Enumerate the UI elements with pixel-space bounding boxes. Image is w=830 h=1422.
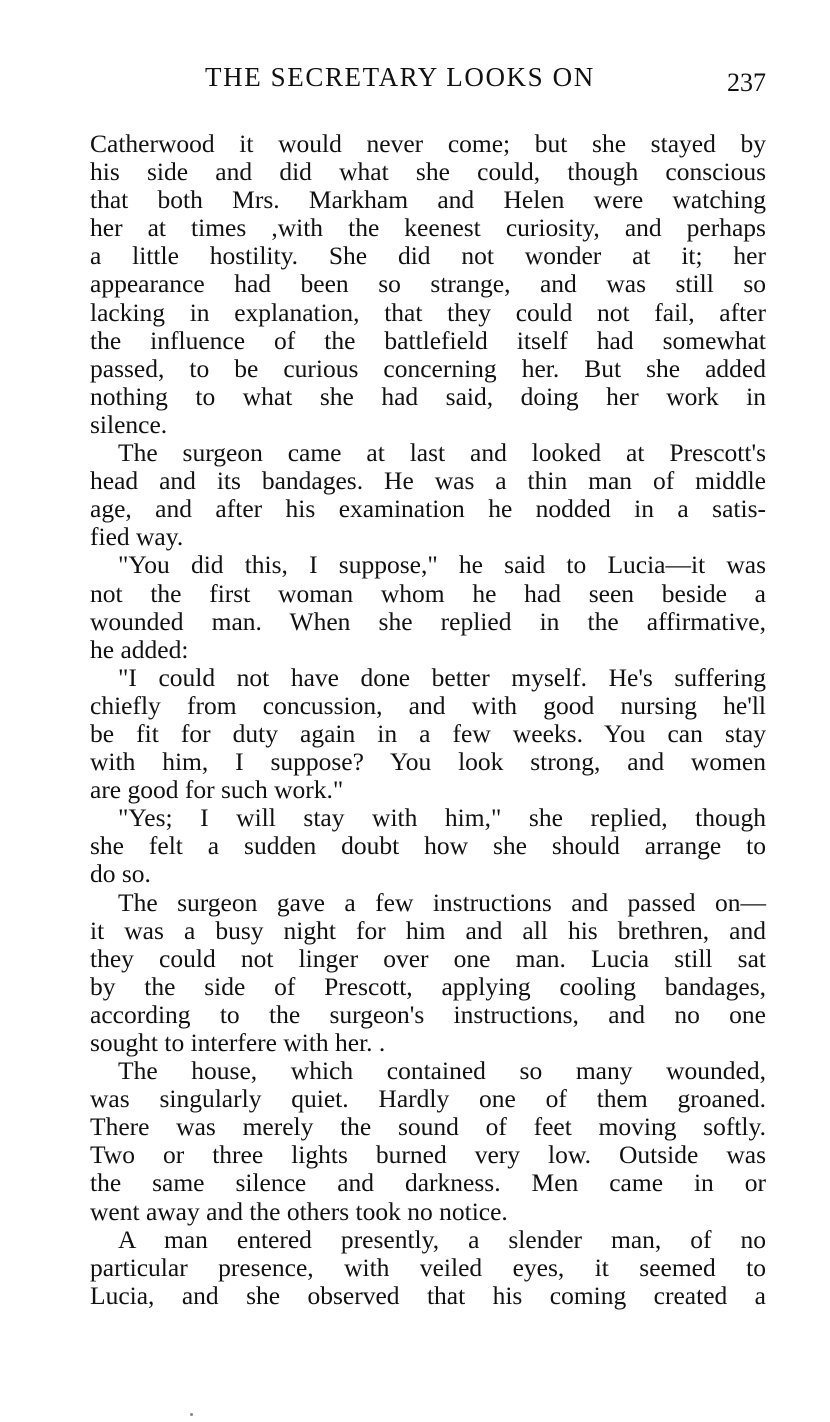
text-line: chiefly from concussion, and with good nursing he'll: [90, 690, 766, 720]
text-line: lacking in explanation, that they could not fail, after: [90, 297, 766, 327]
text-line: Two or three lights burned very low. Outside was: [90, 1140, 766, 1170]
text-line: The house, which contained so many wounded,: [118, 1056, 766, 1086]
text-line: nothing to what she had said, doing her work in: [90, 381, 766, 411]
text-line: There was merely the sound of feet moving softly.: [90, 1112, 766, 1142]
text-line: she felt a sudden doubt how she should arrange to: [90, 831, 766, 861]
text-line: "You did this, I suppose," he said to Lucia—it was: [118, 550, 766, 580]
text-line: they could not linger over one man. Lucia still sat: [90, 943, 766, 973]
running-title: THE SECRETARY LOOKS ON: [205, 62, 595, 92]
print-speck: [190, 1413, 193, 1416]
running-head: [90, 62, 766, 102]
text-line: be fit for duty again in a few weeks. You can stay: [90, 718, 766, 748]
text-line: by the side of Prescott, applying cooling bandages,: [90, 971, 766, 1001]
text-line: Catherwood it would never come; but she stayed by: [90, 129, 766, 158]
page-number: 237: [727, 68, 766, 97]
text-line: his side and did what she could, though conscious: [90, 157, 766, 187]
text-line: head and its bandages. He was a thin man of middle: [90, 466, 766, 496]
text-line: the influence of the battlefield itself had somewhat: [90, 325, 766, 355]
text-line: sought to interfere with her. .: [90, 1028, 386, 1057]
text-line: passed, to be curious concerning her. But she added: [90, 353, 766, 383]
text-line: a little hostility. She did not wonder at it; her: [90, 241, 766, 271]
text-line: The surgeon gave a few instructions and passed on—: [118, 887, 766, 917]
text-line: fied way.: [90, 522, 184, 552]
text-line: he added:: [90, 634, 189, 664]
text-line: wounded man. When she replied in the affirmative,: [90, 606, 766, 636]
text-line: silence.: [90, 409, 168, 439]
text-line: Lucia, and she observed that his coming created a: [90, 1280, 766, 1310]
text-line: went away and the others took no notice.: [90, 1196, 508, 1226]
text-line: are good for such work.": [90, 775, 344, 805]
text-line: do so.: [90, 859, 151, 889]
text-line: A man entered presently, a slender man, of no: [118, 1224, 766, 1254]
text-line: appearance had been so strange, and was still so: [90, 269, 766, 299]
text-line: it was a busy night for him and all his brethren, and: [90, 915, 766, 945]
body-text: [90, 130, 766, 1310]
text-line: with him, I suppose? You look strong, and women: [90, 747, 766, 777]
text-line: "I could not have done better myself. He's suffering: [118, 662, 766, 692]
text-line: was singularly quiet. Hardly one of them groaned.: [90, 1084, 766, 1114]
text-line: age, and after his examination he nodded in a satis-: [90, 494, 766, 524]
text-line: the same silence and darkness. Men came in or: [90, 1168, 766, 1198]
text-line: particular presence, with veiled eyes, it seemed to: [90, 1252, 766, 1282]
text-line: The surgeon came at last and looked at Prescott's: [118, 438, 766, 468]
text-line: her at times ,with the keenest curiosity, and perhaps: [90, 213, 766, 243]
text-line: "Yes; I will stay with him," she replied, though: [118, 803, 766, 833]
text-line: that both Mrs. Markham and Helen were watching: [90, 185, 766, 215]
text-line: according to the surgeon's instructions, and no one: [90, 999, 766, 1029]
text-line: not the first woman whom he had seen beside a: [90, 578, 766, 608]
